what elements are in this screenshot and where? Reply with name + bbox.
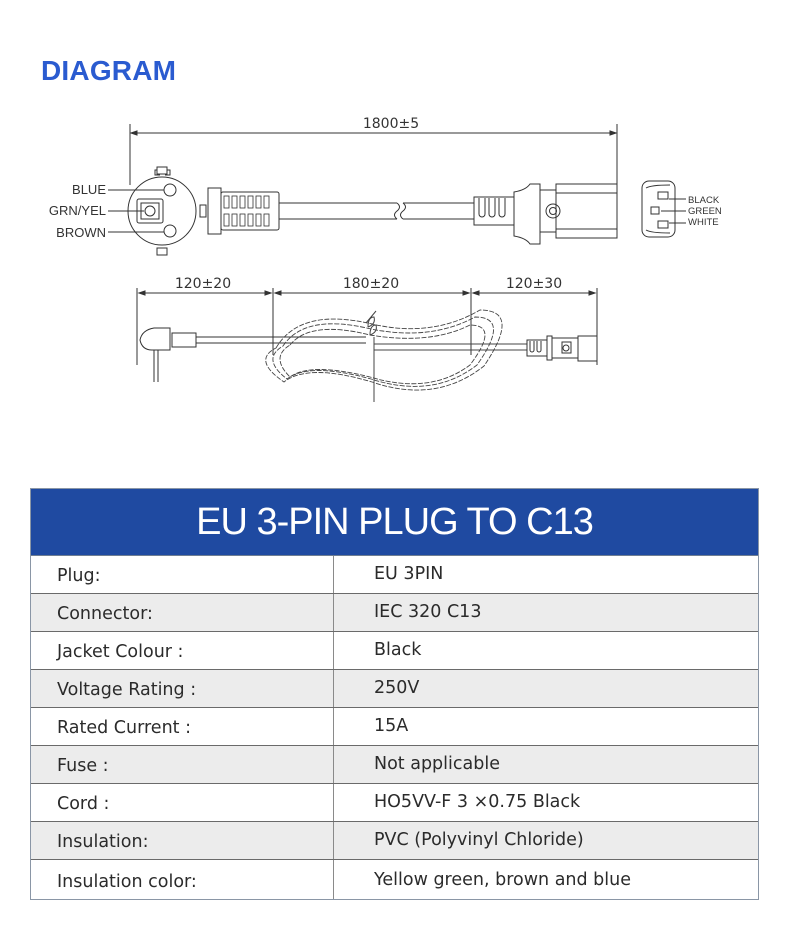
segment-dim-2: 180±20 — [342, 276, 400, 292]
spec-label: Voltage Rating : — [31, 670, 334, 707]
spec-label: Insulation color: — [31, 860, 334, 899]
spec-table-header: EU 3-PIN PLUG TO C13 — [31, 489, 758, 556]
spec-value: Not applicable — [374, 754, 500, 774]
spec-table — [30, 488, 759, 900]
spec-label: Insulation: — [31, 822, 334, 859]
spec-value: Yellow green, brown and blue — [374, 870, 632, 890]
eu-plug-icon — [108, 167, 279, 255]
angled-plug-side-icon — [140, 328, 366, 382]
table-row-fuse — [31, 746, 758, 784]
segment-dim-3: 120±30 — [505, 276, 563, 292]
wire-label-brown: BROWN — [56, 225, 106, 240]
spec-value: HO5VV-F 3 ×0.75 Black — [374, 792, 581, 812]
c13-side-icon — [527, 336, 597, 361]
spec-label: Connector: — [31, 594, 334, 631]
table-row-connector — [31, 594, 758, 632]
wire-label-grn-yel: GRN/YEL — [48, 203, 106, 218]
spec-value: IEC 320 C13 — [374, 602, 482, 622]
overall-length-dim: 1800±5 — [362, 116, 420, 132]
spec-value: EU 3PIN — [374, 564, 444, 584]
wire-label-black: BLACK — [688, 195, 720, 206]
spec-label: Rated Current : — [31, 708, 334, 745]
table-row-insulation — [31, 822, 758, 860]
power-cord-diagram — [0, 100, 790, 420]
c13-connector-icon — [474, 181, 686, 244]
table-row-jacket-colour — [31, 632, 758, 670]
spec-label: Jacket Colour : — [31, 632, 334, 669]
segment-dim-1: 120±20 — [174, 276, 232, 292]
wire-label-green: GREEN — [688, 206, 722, 217]
spec-value: PVC (Polyvinyl Chloride) — [374, 830, 584, 850]
table-row-rated-current — [31, 708, 758, 746]
spec-value: 15A — [374, 716, 409, 736]
table-row-plug — [31, 556, 758, 594]
table-row-voltage-rating — [31, 670, 758, 708]
spec-label: Plug: — [31, 556, 334, 593]
table-row-cord — [31, 784, 758, 822]
section-title: DIAGRAM — [41, 55, 177, 86]
wire-label-blue: BLUE — [72, 182, 106, 197]
spec-value: Black — [374, 640, 422, 660]
wire-label-white: WHITE — [688, 217, 719, 228]
spec-value: 250V — [374, 678, 420, 698]
spec-label: Fuse : — [31, 746, 334, 783]
table-row-insulation-color — [31, 860, 758, 899]
spec-label: Cord : — [31, 784, 334, 821]
